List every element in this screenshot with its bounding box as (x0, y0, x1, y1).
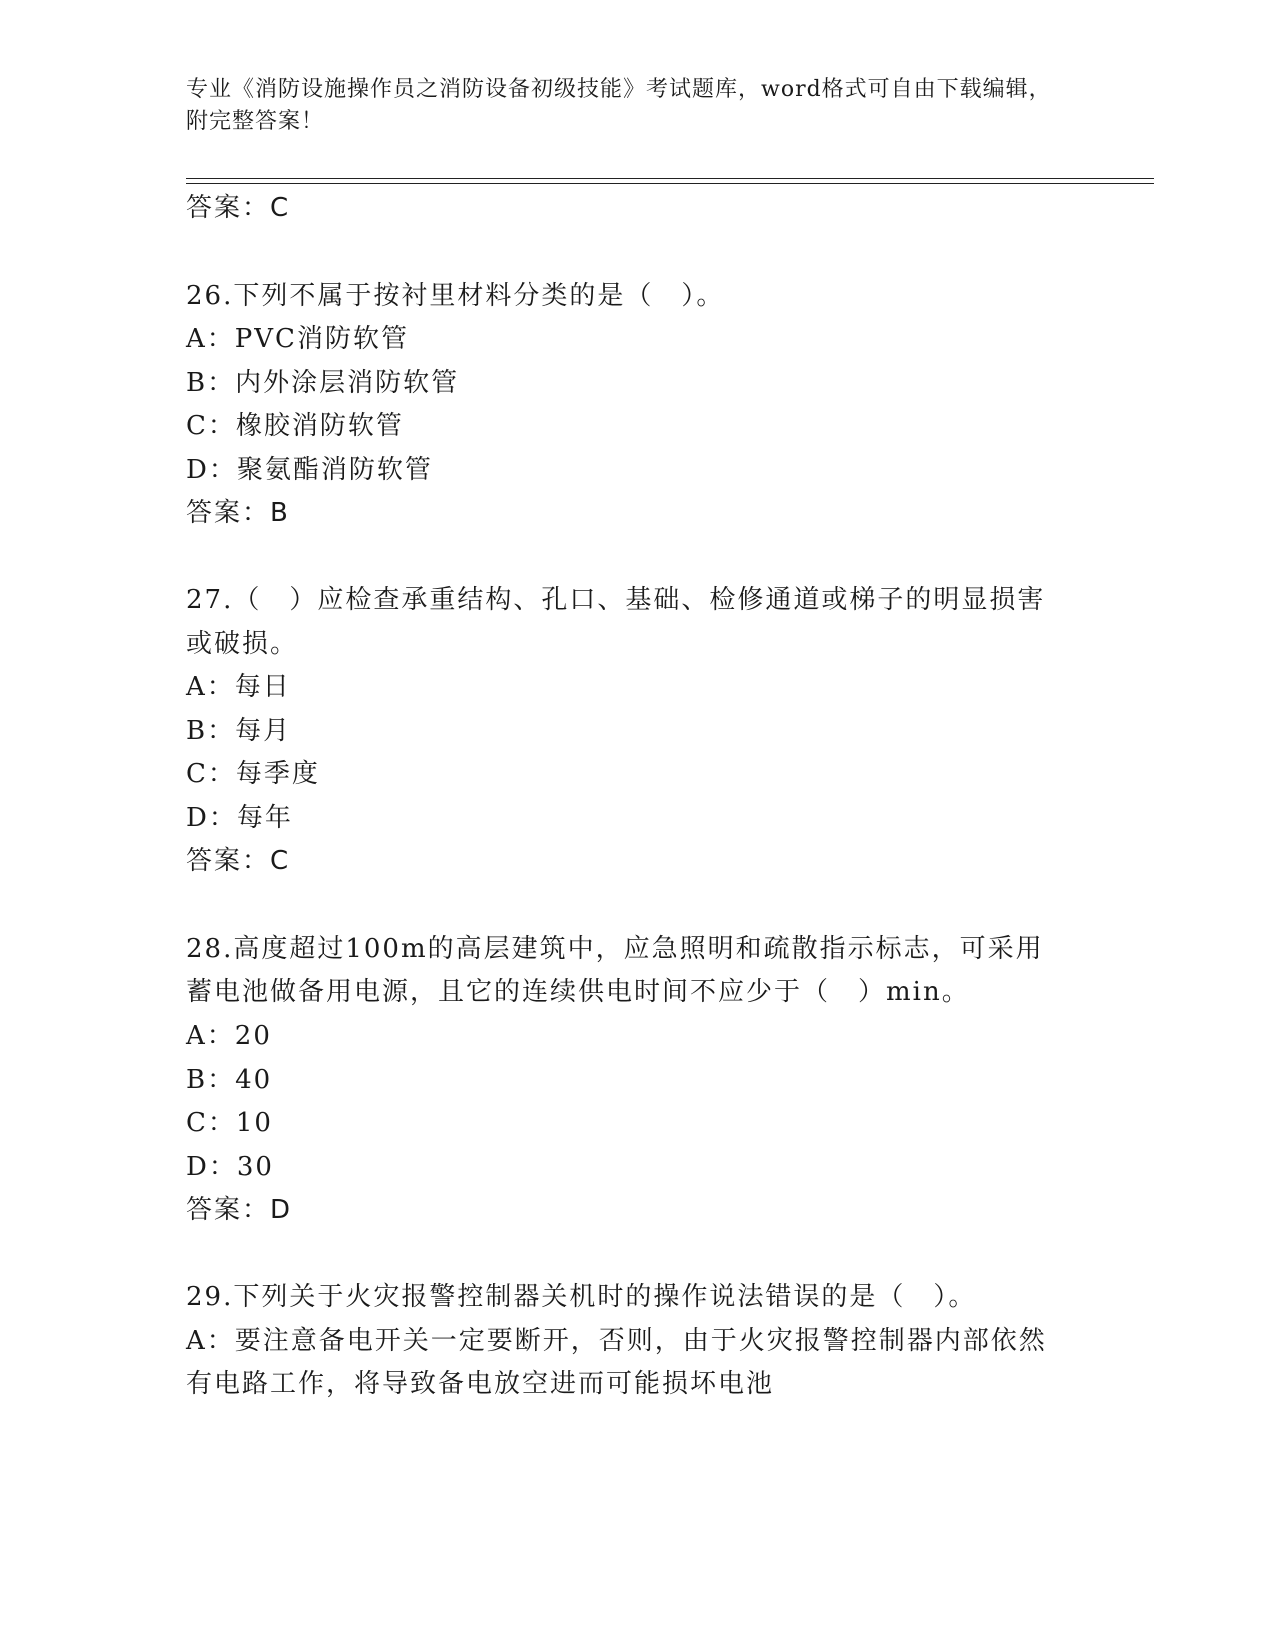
question-28-option-b: B：40 (186, 1065, 273, 1095)
question-27-answer (186, 845, 289, 877)
answer-value: C (270, 193, 290, 223)
question-28-answer (186, 1194, 291, 1226)
question-27-option-a: A：每日 (186, 672, 291, 702)
question-28-option-c: C：10 (186, 1108, 273, 1138)
question-26-option-d: D：聚氨酯消防软管 (186, 455, 433, 485)
question-28-option-a: A：20 (186, 1021, 272, 1051)
question-27-stem-line-1: 27.（ ）应检查承重结构、孔口、基础、检修通道或梯子的明显损害 (186, 585, 1046, 615)
question-26-option-b: B：内外涂层消防软管 (186, 368, 460, 398)
question-29-option-a-line-1: A：要注意备电开关一定要断开，否则，由于火灾报警控制器内部依然 (186, 1326, 1047, 1356)
answer-line (186, 192, 289, 224)
question-28-stem-line-1: 28.高度超过100m的高层建筑中，应急照明和疏散指示标志，可采用 (186, 934, 1044, 964)
question-27-option-b: B：每月 (186, 716, 292, 746)
question-27-stem-line-2: 或破损。 (186, 629, 299, 659)
answer-label: 答案： (186, 846, 271, 876)
question-29-option-a-line-2: 有电路工作，将导致备电放空进而可能损坏电池 (186, 1369, 775, 1399)
question-28-stem-line-2: 蓄电池做备用电源，且它的连续供电时间不应少于（ ）min。 (186, 977, 970, 1007)
question-28-option-d: D：30 (186, 1152, 274, 1182)
header-divider-top (186, 178, 1154, 179)
answer-value: D (270, 1195, 292, 1225)
question-27-option-d: D：每年 (186, 803, 293, 833)
answer-value: C (270, 846, 290, 876)
question-26-option-c: C：橡胶消防软管 (186, 411, 404, 441)
question-26-stem: 26.下列不属于按衬里材料分类的是（ ）。 (186, 281, 725, 311)
answer-label: 答案： (186, 498, 271, 528)
document-header: 专业《消防设施操作员之消防设备初级技能》考试题库，word格式可自由下载编辑，附完整答案！ (186, 77, 1052, 134)
answer-value: B (270, 498, 289, 528)
header-divider-bottom (186, 183, 1154, 184)
answer-label: 答案： (186, 193, 271, 223)
question-29-stem: 29.下列关于火灾报警控制器关机时的操作说法错误的是（ ）。 (186, 1282, 977, 1312)
question-26-answer (186, 497, 289, 529)
answer-label: 答案： (186, 1195, 271, 1225)
question-26-option-a: A：PVC消防软管 (186, 324, 409, 354)
question-27-option-c: C：每季度 (186, 759, 320, 789)
